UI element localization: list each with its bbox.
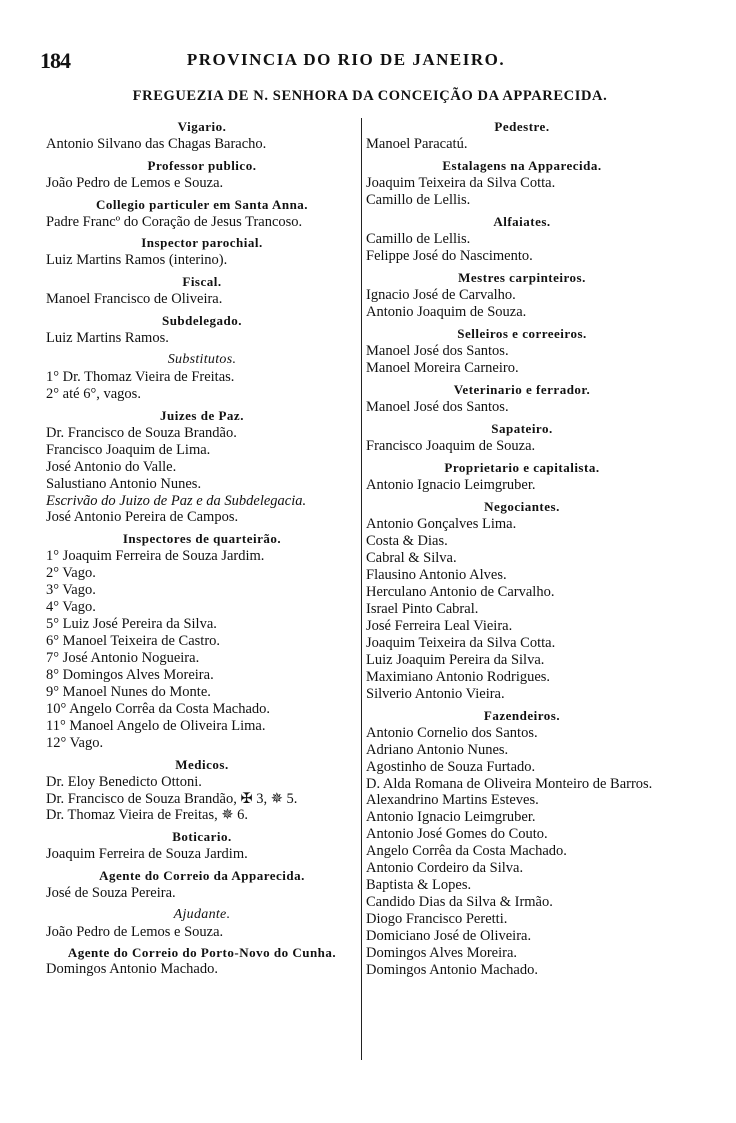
list-entry: 9° Manoel Nunes do Monte. <box>46 684 211 700</box>
list-entry: Costa & Dias. <box>366 533 448 549</box>
list-entry: João Pedro de Lemos e Souza. <box>46 175 224 191</box>
list-entry: Manoel Paracatú. <box>366 136 468 152</box>
section-heading: Fazendeiros. <box>483 708 561 723</box>
list-entry: Herculano Antonio de Carvalho. <box>366 584 555 600</box>
list-entry: Luiz Martins Ramos. <box>46 330 169 346</box>
list-entry: Diogo Francisco Peretti. <box>366 911 508 927</box>
list-entry: Manoel José dos Santos. <box>366 399 509 415</box>
section-heading: Proprietario e capitalista. <box>444 460 600 475</box>
section-subheading: Ajudante. <box>173 907 231 922</box>
list-entry: 8° Domingos Alves Moreira. <box>46 667 214 683</box>
section-heading: Medicos. <box>175 757 229 772</box>
section-heading: Professor publico. <box>147 158 257 173</box>
list-entry: Antonio José Gomes do Couto. <box>366 826 548 842</box>
list-entry: Antonio Silvano das Chagas Baracho. <box>46 136 267 152</box>
list-entry: Israel Pinto Cabral. <box>366 601 479 617</box>
page-header <box>36 46 656 74</box>
section-heading: Mestres carpinteiros. <box>458 270 586 285</box>
section-heading: Estalagens na Apparecida. <box>442 158 602 173</box>
list-entry: Manoel José dos Santos. <box>366 343 509 359</box>
list-entry: Antonio Cordeiro da Silva. <box>366 860 524 876</box>
list-entry: 10° Angelo Corrêa da Costa Machado. <box>46 701 271 717</box>
list-entry: Dr. Thomaz Vieira de Freitas, ✵ 6. <box>46 807 249 823</box>
list-entry: José Antonio Pereira de Campos. <box>46 509 239 525</box>
list-entry: 1° Dr. Thomaz Vieira de Freitas. <box>46 369 235 385</box>
list-entry: Camillo de Lellis. <box>366 192 471 208</box>
right-column <box>366 118 678 979</box>
list-entry: Salustiano Antonio Nunes. <box>46 476 202 492</box>
list-entry: Manoel Moreira Carneiro. <box>366 360 519 376</box>
section-heading: Fiscal. <box>182 274 222 289</box>
section-heading: Negociantes. <box>484 499 560 514</box>
page-number: 184 <box>40 48 70 73</box>
list-entry: Candido Dias da Silva & Irmão. <box>366 894 553 910</box>
list-entry: 11° Manoel Angelo de Oliveira Lima. <box>46 718 266 734</box>
section-heading: Agente do Correio da Apparecida. <box>99 868 305 883</box>
list-entry: 12° Vago. <box>46 735 104 751</box>
section-heading: Inspectores de quarteirão. <box>122 531 282 546</box>
section-heading: Subdelegado. <box>161 313 243 328</box>
list-entry: 4° Vago. <box>46 599 96 615</box>
list-entry: Dr. Eloy Benedicto Ottoni. <box>46 774 202 790</box>
list-entry: Maximiano Antonio Rodrigues. <box>366 669 551 685</box>
list-entry: D. Alda Romana de Oliveira Monteiro de Barros. <box>366 776 653 792</box>
list-entry: Joaquim Teixeira da Silva Cotta. <box>366 175 556 191</box>
list-entry: José Ferreira Leal Vieira. <box>366 618 513 634</box>
list-entry: Angelo Corrêa da Costa Machado. <box>366 843 567 859</box>
list-entry: Padre Francº do Coração de Jesus Trancoso. <box>46 214 303 230</box>
list-entry: 5° Luiz José Pereira da Silva. <box>46 616 217 632</box>
list-entry: Alexandrino Martins Esteves. <box>366 792 539 808</box>
section-heading: Boticario. <box>172 829 232 844</box>
list-entry: Ignacio José de Carvalho. <box>366 287 516 303</box>
section-heading: Alfaiates. <box>493 214 551 229</box>
list-entry: Luiz Joaquim Pereira da Silva. <box>366 652 545 668</box>
section-heading: Collegio particuler em Santa Anna. <box>95 197 309 212</box>
section-heading: Veterinario e ferrador. <box>453 382 591 397</box>
list-entry: 3° Vago. <box>46 582 96 598</box>
italic-entry: Escrivão do Juizo de Paz e da Subdelegacia. <box>46 493 307 509</box>
section-heading: Agente do Correio do Porto-Novo do Cunha. <box>67 945 337 960</box>
list-entry: 2° Vago. <box>46 565 96 581</box>
list-entry: 2° até 6°, vagos. <box>46 386 141 402</box>
section-heading: Vigario. <box>177 119 227 134</box>
list-entry: Dr. Francisco de Souza Brandão, ✠ 3, ✵ 5. <box>46 791 298 807</box>
list-entry: Flausino Antonio Alves. <box>366 567 507 583</box>
list-entry: João Pedro de Lemos e Souza. <box>46 924 224 940</box>
list-entry: 7° José Antonio Nogueira. <box>46 650 200 666</box>
list-entry: Domingos Alves Moreira. <box>366 945 518 961</box>
list-entry: Camillo de Lellis. <box>366 231 471 247</box>
list-entry: Joaquim Ferreira de Souza Jardim. <box>46 846 248 862</box>
section-subheading: Substitutos. <box>167 352 237 367</box>
list-entry: Antonio Gonçalves Lima. <box>366 516 517 532</box>
list-entry: Dr. Francisco de Souza Brandão. <box>46 425 237 441</box>
list-entry: José Antonio do Valle. <box>46 459 177 475</box>
left-column <box>46 118 358 978</box>
list-entry: Felippe José do Nascimento. <box>366 248 533 264</box>
list-entry: Antonio Ignacio Leimgruber. <box>366 477 536 493</box>
list-entry: José de Souza Pereira. <box>46 885 176 901</box>
list-entry: Manoel Francisco de Oliveira. <box>46 291 223 307</box>
list-entry: Francisco Joaquim de Lima. <box>46 442 211 458</box>
section-heading: Selleiros e correeiros. <box>457 326 587 341</box>
section-heading: Juizes de Paz. <box>160 408 244 423</box>
document-title: FREGUEZIA DE N. SENHORA DA CONCEIÇÃO DA APPARECIDA. <box>132 88 608 104</box>
list-entry: Antonio Joaquim de Souza. <box>366 304 527 320</box>
list-entry: Luiz Martins Ramos (interino). <box>46 252 228 268</box>
section-heading: Inspector parochial. <box>141 235 263 250</box>
list-entry: Baptista & Lopes. <box>366 877 472 893</box>
list-entry: Antonio Cornelio dos Santos. <box>366 725 538 741</box>
list-entry: Joaquim Teixeira da Silva Cotta. <box>366 635 556 651</box>
list-entry: Antonio Ignacio Leimgruber. <box>366 809 536 825</box>
list-entry: 1° Joaquim Ferreira de Souza Jardim. <box>46 548 265 564</box>
running-title: PROVINCIA DO RIO DE JANEIRO. <box>186 50 506 69</box>
list-entry: Agostinho de Souza Furtado. <box>366 759 536 775</box>
list-entry: Domingos Antonio Machado. <box>46 961 218 977</box>
list-entry: Francisco Joaquim de Souza. <box>366 438 536 454</box>
list-entry: Cabral & Silva. <box>366 550 457 566</box>
section-heading: Pedestre. <box>494 119 550 134</box>
list-entry: Domiciano José de Oliveira. <box>366 928 532 944</box>
column-divider <box>361 118 362 1060</box>
list-entry: Silverio Antonio Vieira. <box>366 686 505 702</box>
list-entry: Adriano Antonio Nunes. <box>366 742 509 758</box>
list-entry: 6° Manoel Teixeira de Castro. <box>46 633 221 649</box>
list-entry: Domingos Antonio Machado. <box>366 962 538 978</box>
section-heading: Sapateiro. <box>491 421 553 436</box>
